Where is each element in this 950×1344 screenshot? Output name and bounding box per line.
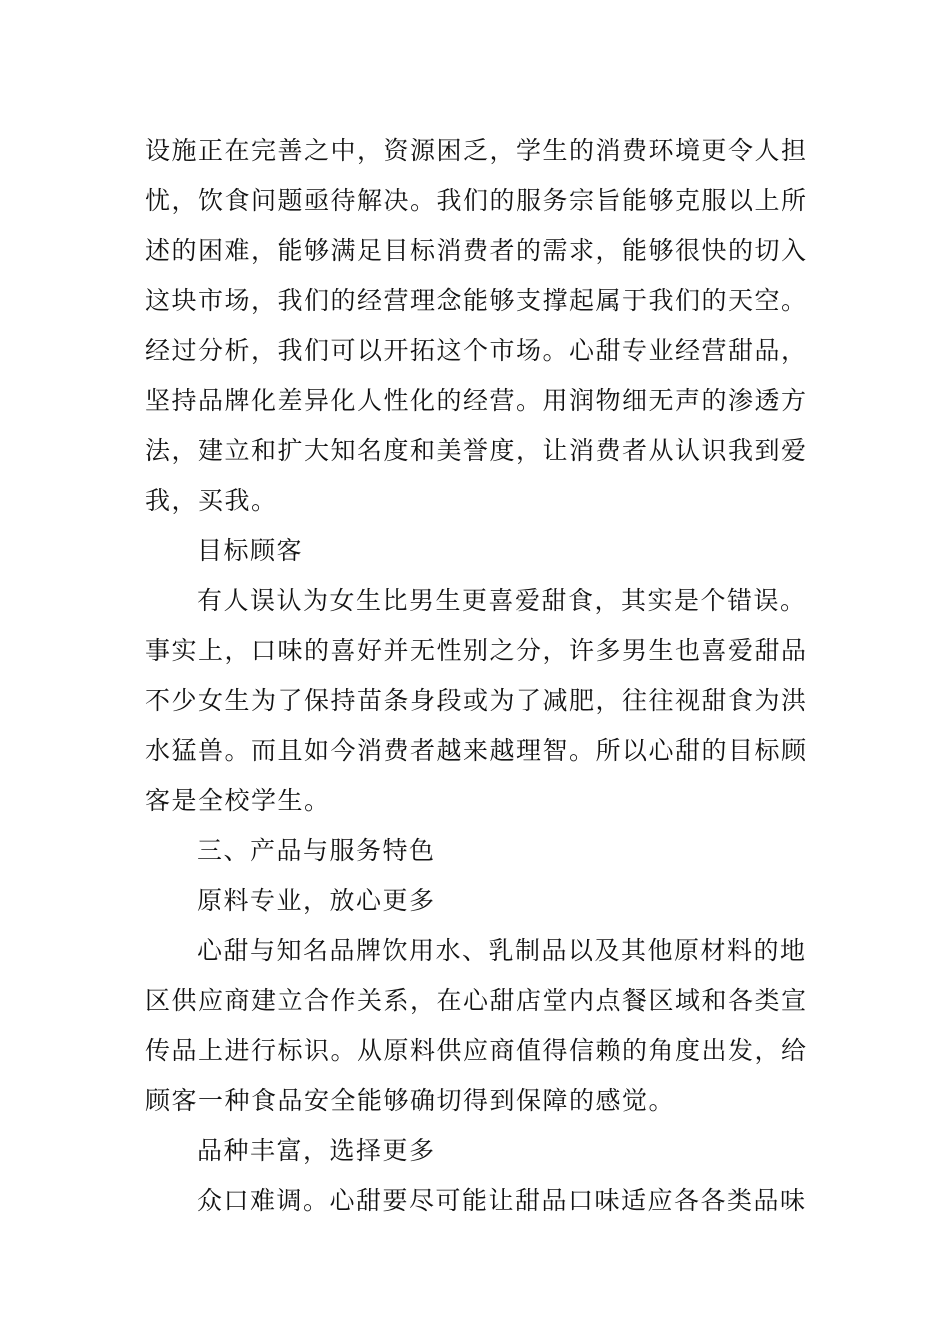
text-line: 设施正在完善之中，资源困乏，学生的消费环境更令人担 [145,136,808,165]
text-line: 忧，饮食问题亟待解决。我们的服务宗旨能够克服以上所 [145,186,808,215]
text-line: 顾客一种食品安全能够确切得到保障的感觉。 [145,1086,676,1115]
section-heading: 三、产品与服务特色 [197,836,436,865]
text-line: 区供应商建立合作关系，在心甜店堂内点餐区域和各类宣 [145,986,808,1015]
text-line: 述的困难，能够满足目标消费者的需求，能够很快的切入 [145,236,808,265]
text-line: 不少女生为了保持苗条身段或为了减肥，往往视甜食为洪 [145,686,808,715]
text-line: 这块市场，我们的经营理念能够支撑起属于我们的天空。 [145,286,808,315]
paragraph-first-line: 众口难调。心甜要尽可能让甜品口味适应各各类品味 [197,1186,807,1215]
section-heading: 目标顾客 [197,536,304,565]
subsection-heading: 原料专业，放心更多 [197,886,436,915]
document-body [145,126,810,1226]
text-line: 客是全校学生。 [145,786,331,815]
text-line: 法，建立和扩大知名度和美誉度，让消费者从认识我到爱 [145,436,808,465]
paragraph-first-line: 心甜与知名品牌饮用水、乳制品以及其他原材料的地 [197,936,807,965]
text-line: 传品上进行标识。从原料供应商值得信赖的角度出发，给 [145,1036,808,1065]
text-line: 坚持品牌化差异化人性化的经营。用润物细无声的渗透方 [145,386,808,415]
text-line: 事实上，口味的喜好并无性别之分，许多男生也喜爱甜品 [145,636,808,665]
text-line: 我，买我。 [145,486,278,515]
text-line: 水猛兽。而且如今消费者越来越理智。所以心甜的目标顾 [145,736,808,765]
subsection-heading: 品种丰富，选择更多 [197,1136,436,1165]
text-line: 经过分析，我们可以开拓这个市场。心甜专业经营甜品， [145,336,808,365]
paragraph-first-line: 有人误认为女生比男生更喜爱甜食，其实是个错误。 [197,586,807,615]
